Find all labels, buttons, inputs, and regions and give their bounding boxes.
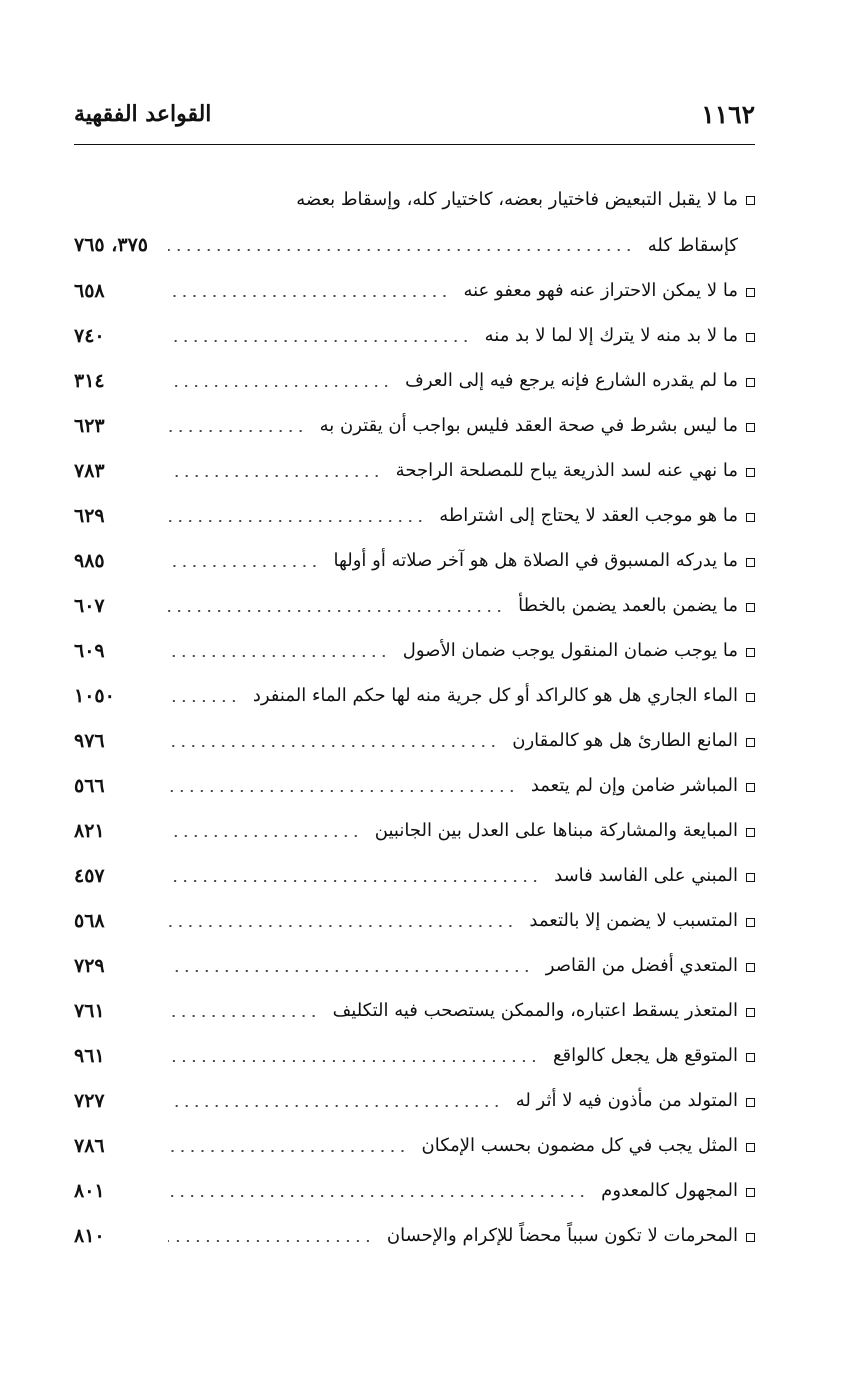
entry-text: ما نهي عنه لسد الذريعة يباح للمصلحة الراجحة xyxy=(395,460,738,481)
entry-page: ٧٨٦ xyxy=(74,1134,105,1157)
entry-text: ما يدركه المسبوق في الصلاة هل هو آخر صلاته أو أولها xyxy=(333,550,738,571)
entry-page: ٩٦١ xyxy=(74,1044,105,1067)
index-entry xyxy=(74,763,755,808)
index-entry xyxy=(74,1033,755,1078)
dot-leader xyxy=(168,970,532,972)
entry-text: المتوقع هل يجعل كالواقع xyxy=(552,1045,738,1066)
square-bullet-icon xyxy=(746,1008,755,1017)
dot-leader xyxy=(168,925,515,927)
index-entry xyxy=(74,808,755,853)
square-bullet-icon xyxy=(746,423,755,432)
dot-leader xyxy=(168,565,319,567)
square-bullet-icon xyxy=(746,963,755,972)
entry-page: ١٠٥٠ xyxy=(74,684,115,707)
square-bullet-icon xyxy=(746,648,755,657)
index-list xyxy=(74,176,755,1258)
entry-page: ٨٠١ xyxy=(74,1179,105,1202)
index-entry xyxy=(74,853,755,898)
dot-leader xyxy=(168,1015,319,1017)
square-bullet-icon xyxy=(746,558,755,567)
entry-page: ٦٢٣ xyxy=(74,414,105,437)
entry-page: ٧٦١ xyxy=(74,999,105,1022)
dot-leader xyxy=(168,1195,587,1197)
dot-leader xyxy=(168,1105,502,1107)
index-entry xyxy=(74,1123,755,1168)
entry-page: ٩٧٦ xyxy=(74,729,105,752)
running-title: القواعد الفقهية xyxy=(74,101,212,127)
square-bullet-icon xyxy=(746,333,755,342)
index-entry xyxy=(74,898,755,943)
entry-text: المتولد من مأذون فيه لا أثر له xyxy=(515,1090,738,1111)
entry-page: ٧٤٠ xyxy=(74,324,105,347)
entry-text-continued: كإسقاط كله xyxy=(647,234,738,256)
dot-leader xyxy=(168,745,498,747)
index-entry xyxy=(74,988,755,1033)
square-bullet-icon xyxy=(746,1188,755,1197)
dot-leader xyxy=(168,1060,539,1062)
square-bullet-icon xyxy=(746,693,755,702)
index-entry xyxy=(74,538,755,583)
dot-leader xyxy=(168,340,471,342)
entry-text: المبني على الفاسد فاسد xyxy=(554,865,738,886)
square-bullet-icon xyxy=(746,1143,755,1152)
entry-text: ما يوجب ضمان المنقول يوجب ضمان الأصول xyxy=(402,640,738,661)
square-bullet-icon xyxy=(746,468,755,477)
entry-page: ٥٦٨ xyxy=(74,909,105,932)
entry-text: المباشر ضامن وإن لم يتعمد xyxy=(530,775,738,796)
square-bullet-icon xyxy=(746,918,755,927)
square-bullet-icon xyxy=(746,738,755,747)
square-bullet-icon xyxy=(746,288,755,297)
entry-page: ٥٦٦ xyxy=(74,774,105,797)
entry-text: المتعدي أفضل من القاصر xyxy=(545,955,738,976)
entry-text: المجهول كالمعدوم xyxy=(601,1180,738,1201)
entry-text: ما يضمن بالعمد يضمن بالخطأ xyxy=(518,595,738,616)
dot-leader xyxy=(168,880,540,882)
dot-leader xyxy=(168,655,389,657)
index-entry xyxy=(74,268,755,313)
entry-text: المتعذر يسقط اعتباره، والممكن يستصحب فيه التكليف xyxy=(332,1000,738,1021)
square-bullet-icon xyxy=(746,378,755,387)
index-entry xyxy=(74,313,755,358)
index-entry xyxy=(74,176,755,268)
dot-leader xyxy=(168,1240,373,1242)
entry-page: ٦٢٩ xyxy=(74,504,105,527)
entry-page: ٩٨٥ xyxy=(74,549,105,572)
entry-page: ٧٢٧ xyxy=(74,1089,105,1112)
square-bullet-icon xyxy=(746,828,755,837)
dot-leader xyxy=(168,610,504,612)
entry-text: الماء الجاري هل هو كالراكد أو كل جرية منه لها حكم الماء المنفرد xyxy=(252,685,738,706)
page-number: ١١٦٢ xyxy=(701,99,755,129)
entry-page: ٨٢١ xyxy=(74,819,105,842)
dot-leader xyxy=(168,790,517,792)
index-entry xyxy=(74,1213,755,1258)
square-bullet-icon xyxy=(746,513,755,522)
index-entry xyxy=(74,628,755,673)
entry-page: ٦٠٧ xyxy=(74,594,105,617)
index-entry xyxy=(74,448,755,493)
dot-leader xyxy=(168,1150,408,1152)
entry-page: ٣٧٥، ٧٦٥ xyxy=(74,234,148,256)
entry-page: ٦٠٩ xyxy=(74,639,105,662)
square-bullet-icon xyxy=(746,1098,755,1107)
index-entry xyxy=(74,943,755,988)
entry-page: ٧٢٩ xyxy=(74,954,105,977)
entry-page: ٤٥٧ xyxy=(74,864,105,887)
dot-leader xyxy=(168,295,449,297)
entry-page: ٣١٤ xyxy=(74,369,105,392)
square-bullet-icon xyxy=(746,196,755,205)
square-bullet-icon xyxy=(746,1233,755,1242)
entry-text: ما لا يقبل التبعيض فاختيار بعضه، كاختيار كله، وإسقاط بعضه xyxy=(296,188,738,210)
header-rule xyxy=(74,144,755,145)
dot-leader xyxy=(168,385,391,387)
entry-text: ما لم يقدره الشارع فإنه يرجع فيه إلى العرف xyxy=(405,370,738,391)
entry-text: ما ليس بشرط في صحة العقد فليس بواجب أن يقترن به xyxy=(319,415,738,436)
dot-leader xyxy=(168,835,361,837)
dot-leader xyxy=(168,475,382,477)
index-entry xyxy=(74,718,755,763)
index-entry xyxy=(74,493,755,538)
index-entry xyxy=(74,1168,755,1213)
dot-leader xyxy=(168,249,634,251)
entry-text: المانع الطارئ هل هو كالمقارن xyxy=(512,730,738,751)
entry-text: المثل يجب في كل مضمون بحسب الإمكان xyxy=(421,1135,738,1156)
square-bullet-icon xyxy=(746,603,755,612)
entry-text: ما لا بد منه لا يترك إلا لما لا بد منه xyxy=(484,325,738,346)
index-entry xyxy=(74,583,755,628)
entry-text: ما هو موجب العقد لا يحتاج إلى اشتراطه xyxy=(439,505,738,526)
dot-leader xyxy=(168,430,306,432)
index-entry xyxy=(74,1078,755,1123)
entry-page: ٦٥٨ xyxy=(74,279,105,302)
entry-page: ٨١٠ xyxy=(74,1224,105,1247)
entry-text: ما لا يمكن الاحتراز عنه فهو معفو عنه xyxy=(463,280,738,301)
dot-leader xyxy=(168,520,425,522)
square-bullet-icon xyxy=(746,783,755,792)
page-header xyxy=(74,96,755,132)
square-bullet-icon xyxy=(746,873,755,882)
index-entry xyxy=(74,358,755,403)
square-bullet-icon xyxy=(746,1053,755,1062)
entry-text: المحرمات لا تكون سبباً محضاً للإكرام والإحسان xyxy=(386,1225,738,1246)
entry-text: المبايعة والمشاركة مبناها على العدل بين الجانبين xyxy=(374,820,738,841)
index-entry xyxy=(74,673,755,718)
index-entry xyxy=(74,403,755,448)
entry-page: ٧٨٣ xyxy=(74,459,105,482)
dot-leader xyxy=(168,700,239,702)
entry-text: المتسبب لا يضمن إلا بالتعمد xyxy=(529,910,738,931)
